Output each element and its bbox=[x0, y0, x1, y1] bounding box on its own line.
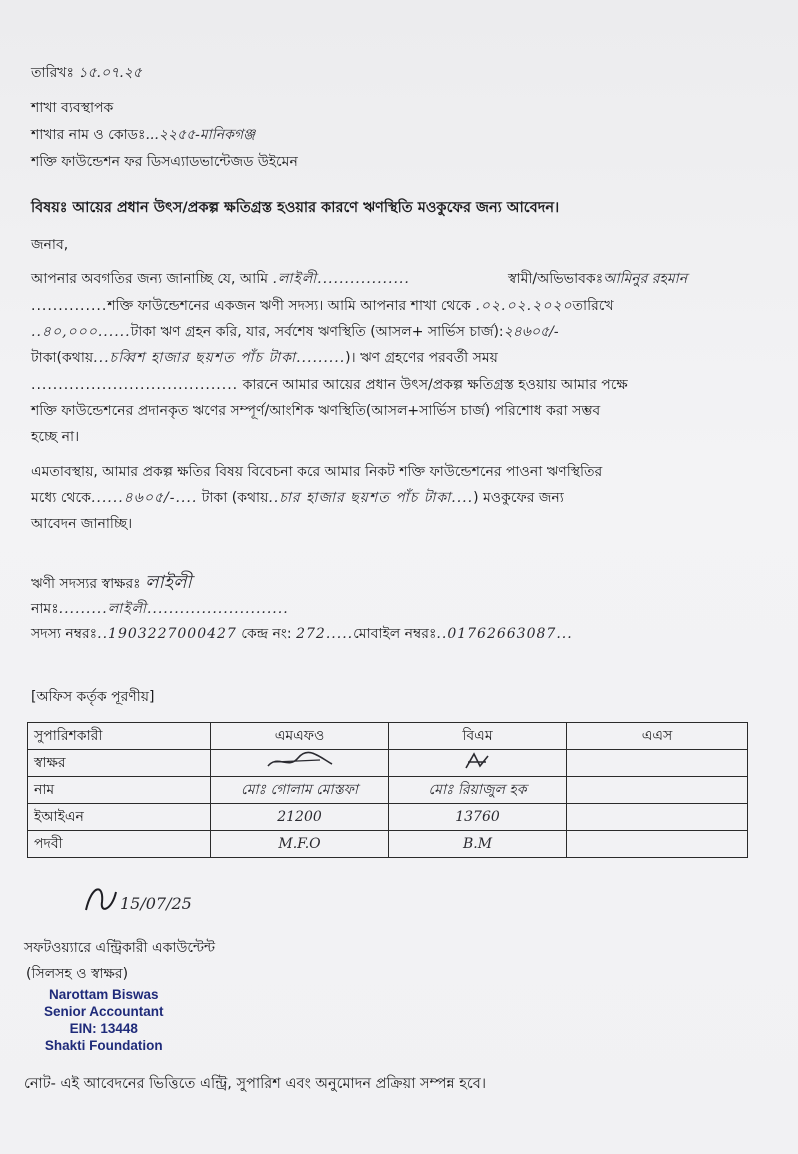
para1-line6: শক্তি ফাউন্ডেশনের প্রদানকৃত ঋণের সম্পূর্ণ/আংশিক ঋণস্থিতি(আসল+সার্ভিস চার্জ) পরিশোধ করা সম্ভব bbox=[31, 403, 601, 419]
guardian-line bbox=[508, 270, 687, 288]
organization-line: শক্তি ফাউন্ডেশন ফর ডিসএ্যাডভান্টেজড উইমেন bbox=[31, 154, 298, 170]
branch-value: ...২২৫৫-মানিকগঞ্জ bbox=[145, 127, 256, 143]
waiver-amount-fill: ......৪৬০৫/-.... bbox=[90, 490, 198, 506]
branch-label: শাখার নাম ও কোডঃ bbox=[31, 127, 146, 143]
bm-ein: 13760 bbox=[389, 804, 567, 831]
member-name-label: নামঃ bbox=[31, 601, 59, 617]
date-label: তারিখঃ bbox=[31, 65, 74, 81]
para1-line2 bbox=[31, 297, 614, 315]
stamp-ein: EIN: 13448 bbox=[69, 1021, 138, 1036]
waiver-words-fill: ..চার হাজার ছয়শত পাঁচ টাকা.... bbox=[268, 490, 474, 506]
member-name-fill: .লাইলী................. bbox=[272, 271, 410, 287]
member-name-line bbox=[31, 600, 289, 618]
bm-signature-cell bbox=[389, 750, 567, 777]
para1-text: তারিখে bbox=[572, 298, 614, 314]
col-header-mfo: এমএফও bbox=[211, 723, 389, 750]
mobile-fill: ..01762663087... bbox=[436, 626, 573, 642]
member-number-label: সদস্য নম্বরঃ bbox=[31, 626, 98, 642]
col-header-recommender: সুপারিশকারী bbox=[28, 723, 211, 750]
accountant-signature bbox=[82, 880, 192, 924]
col-header-bm: বিএম bbox=[389, 723, 567, 750]
dots-fill: ...................................... bbox=[31, 377, 239, 393]
para2-text: মধ্যে থেকে bbox=[31, 490, 91, 506]
stamp-org: Shakti Foundation bbox=[44, 1038, 163, 1053]
para1-text: টাকা ঋণ গ্রহন করি, যার, সর্বশেষ ঋণস্থিতি (আসল+ সার্ভিস চার্জ): bbox=[130, 324, 504, 340]
table-row bbox=[28, 831, 748, 858]
member-signature-line bbox=[31, 574, 192, 593]
date-value: ১৫.০৭.২৫ bbox=[78, 65, 142, 81]
loan-date-handwritten: ০২.০২.২০২০ bbox=[480, 298, 573, 314]
para2-line3: আবেদন জানাচ্ছি। bbox=[31, 516, 133, 532]
office-use-caption: [অফিস কর্তৃক পূরণীয়] bbox=[31, 689, 155, 705]
branch-line bbox=[31, 126, 255, 144]
para2-text: ) মওকুফের জন্য bbox=[473, 490, 564, 506]
para1-line3 bbox=[31, 323, 559, 341]
member-name-handwritten: লাইলী bbox=[277, 271, 318, 287]
guardian-handwritten: আমিনুর রহমান bbox=[603, 271, 688, 287]
loan-amount-fill: ..৪০,০০০...... bbox=[31, 324, 131, 340]
para1-text: শক্তি ফাউন্ডেশনের একজন ঋণী সদস্য। আমি আপনার শাখা থেকে bbox=[107, 298, 471, 314]
bm-signature bbox=[458, 750, 498, 772]
accountant-title: সফটওয়্যারে এন্ট্রিকারী একাউন্টেন্ট bbox=[24, 940, 216, 956]
accountant-stamp bbox=[44, 986, 164, 1054]
accountant-signature-date: 15/07/25 bbox=[120, 894, 192, 913]
table-row bbox=[28, 804, 748, 831]
waiver-amount-handwritten: ৪৬০৫/- bbox=[123, 490, 176, 506]
member-signature-label: ঋণী সদস্যর স্বাক্ষরঃ bbox=[31, 576, 141, 592]
mfo-name: মোঃ গোলাম মোস্তফা bbox=[211, 777, 389, 804]
para1-text: কারনে আমার আয়ের প্রধান উৎস/প্রকল্প ক্ষতিগ্রস্ত হওয়ায় আমার পক্ষে bbox=[242, 377, 628, 393]
bm-name: মোঃ রিয়াজুল হক bbox=[389, 777, 567, 804]
para1-line7: হচ্ছে না। bbox=[31, 429, 80, 445]
member-signature: লাইলী bbox=[145, 572, 192, 593]
footer-note: নোট- এই আবেদনের ভিত্তিতে এন্ট্রি, সুপারিশ এবং অনুমোদন প্রক্রিয়া সম্পন্ন হবে। bbox=[24, 1076, 487, 1092]
mfo-ein: 21200 bbox=[211, 804, 389, 831]
para1-text: )। ঋণ গ্রহণের পরবর্তী সময় bbox=[345, 350, 498, 366]
subject-line: বিষয়ঃ আয়ের প্রধান উৎস/প্রকল্প ক্ষতিগ্রস্ত হওয়ার কারণে ঋণস্থিতি মওকুফের জন্য আবেদন। bbox=[31, 200, 560, 216]
mobile-label: মোবাইল নম্বরঃ bbox=[353, 626, 437, 642]
as-ein bbox=[567, 804, 748, 831]
member-name-fill: .........লাইলী.......................... bbox=[58, 601, 289, 617]
col-header-as: এএস bbox=[567, 723, 748, 750]
salutation: জনাব, bbox=[31, 237, 69, 253]
stamp-position: Senior Accountant bbox=[44, 1004, 164, 1019]
seal-note: (সিলসহ ও স্বাক্ষর) bbox=[26, 966, 129, 982]
member-number-fill: ..1903227000427 bbox=[97, 626, 237, 642]
member-name-value: লাইলী bbox=[107, 601, 147, 617]
para1-text: টাকা(কথায় bbox=[31, 350, 94, 366]
member-ids-line bbox=[31, 625, 573, 643]
dots-fill: .............. bbox=[31, 298, 108, 314]
stamp-name: Narottam Biswas bbox=[48, 987, 159, 1002]
as-designation bbox=[567, 831, 748, 858]
addressee-title: শাখা ব্যবস্থাপক bbox=[31, 100, 114, 116]
para1-line4 bbox=[31, 349, 498, 367]
recommendation-table bbox=[27, 722, 748, 858]
center-value: 272 bbox=[296, 626, 326, 642]
center-fill: 272..... bbox=[296, 626, 354, 642]
row-label-signature: স্বাক্ষর bbox=[28, 750, 211, 777]
date-line bbox=[31, 64, 142, 82]
para1-line1 bbox=[31, 270, 410, 288]
waiver-words-handwritten: চার হাজার ছয়শত পাঁচ টাকা bbox=[279, 490, 452, 506]
table-header-row bbox=[28, 723, 748, 750]
row-label-name: নাম bbox=[28, 777, 211, 804]
as-name bbox=[567, 777, 748, 804]
loan-date-fill: .০২.০২.২০২০ bbox=[475, 298, 573, 314]
para2-text: টাকা (কথায় bbox=[201, 490, 269, 506]
accountant-initial-mark bbox=[82, 880, 122, 920]
table-row bbox=[28, 750, 748, 777]
row-label-ein: ইআইএন bbox=[28, 804, 211, 831]
para2-line1: এমতাবস্থায়, আমার প্রকল্প ক্ষতির বিষয় বিবেচনা করে আমার নিকট শক্তি ফাউন্ডেশনের পাওনা ঋণস্থিতির bbox=[31, 464, 603, 480]
center-label: কেন্দ্র নং: bbox=[241, 626, 292, 642]
mfo-designation: M.F.O bbox=[211, 831, 389, 858]
mfo-signature bbox=[260, 750, 340, 772]
member-number-value: 1903227000427 bbox=[108, 626, 237, 642]
balance-words-handwritten: চব্বিশ হাজার ছয়শত পাঁচ টাকা bbox=[109, 350, 297, 366]
as-signature-cell bbox=[567, 750, 748, 777]
mfo-signature-cell bbox=[211, 750, 389, 777]
row-label-designation: পদবী bbox=[28, 831, 211, 858]
para1-text: আপনার অবগতির জন্য জানাচ্ছি যে, আমি bbox=[31, 271, 269, 287]
guardian-label: স্বামী/অভিভাবকঃ bbox=[508, 271, 604, 287]
loan-amount-handwritten: ৪০,০০০ bbox=[41, 324, 98, 340]
balance-handwritten: ২৪৬০৫/- bbox=[503, 324, 559, 340]
para1-line5 bbox=[31, 376, 628, 394]
para2-line2 bbox=[31, 489, 564, 507]
balance-words-fill: ...চব্বিশ হাজার ছয়শত পাঁচ টাকা......... bbox=[93, 350, 346, 366]
mobile-value: 01762663087 bbox=[447, 626, 557, 642]
table-row bbox=[28, 777, 748, 804]
bm-designation: B.M bbox=[389, 831, 567, 858]
